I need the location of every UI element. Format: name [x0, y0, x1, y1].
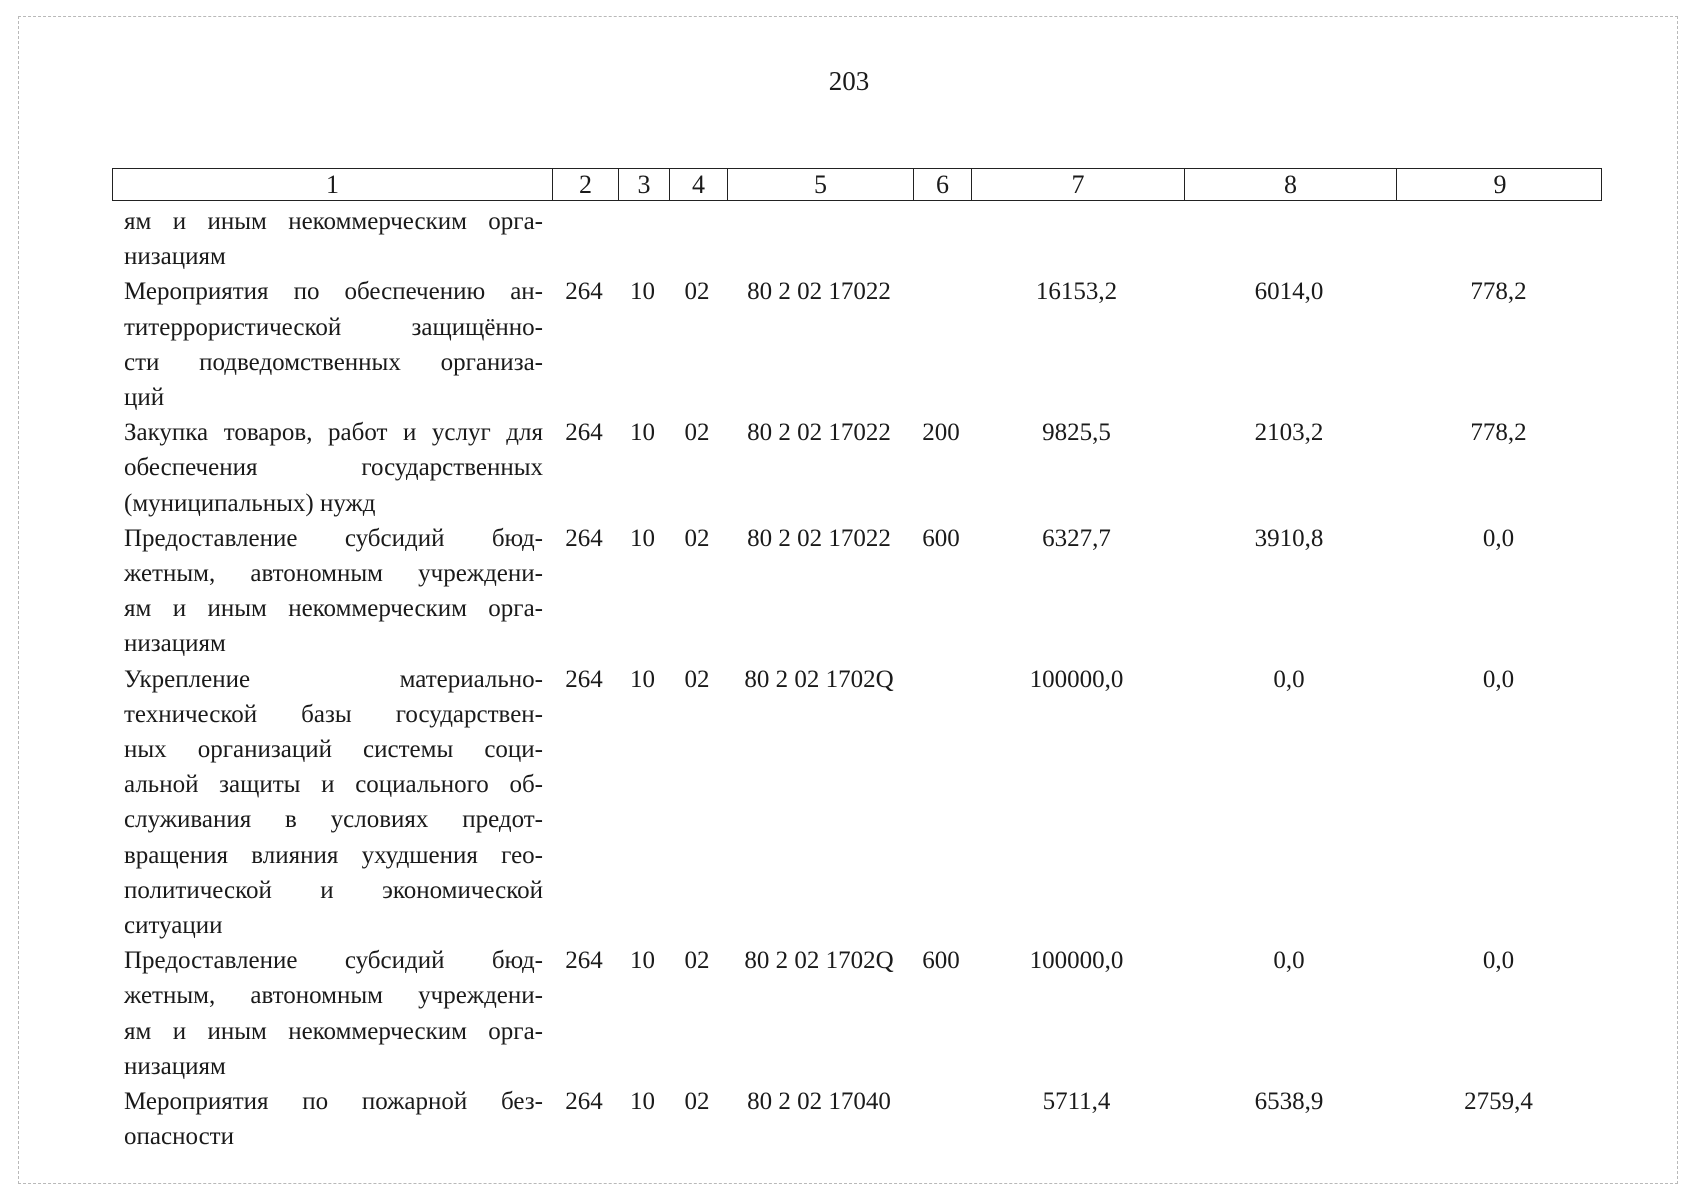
cell-col-2: 264 [565, 1088, 603, 1116]
row-name-line: Мероприятия по пожарной без- [124, 1088, 543, 1116]
cell-col-5 [726, 204, 912, 274]
cell-col-5: 80 2 02 1702Q [744, 947, 894, 975]
cell-col-3 [617, 204, 668, 274]
table-row [112, 204, 1602, 274]
row-name-line: опасности [124, 1123, 234, 1151]
cell-col-6 [912, 1084, 970, 1154]
cell-col-6: 200 [922, 419, 960, 447]
cell-col-9: 0,0 [1482, 947, 1515, 975]
row-name-line: Мероприятия по обеспечению ан- [124, 278, 543, 306]
table-body [112, 204, 1602, 1154]
cell-col-8: 6538,9 [1254, 1088, 1324, 1116]
cell-col-2: 264 [565, 278, 603, 306]
row-name [112, 521, 551, 662]
cell-col-5: 80 2 02 1702Q [744, 665, 894, 693]
cell-col-2: 264 [565, 665, 603, 693]
column-header-6: 6 [913, 169, 971, 200]
row-name-line: Закупка товаров, работ и услуг для [124, 419, 543, 447]
column-header-3: 3 [618, 169, 669, 200]
cell-col-9 [1395, 204, 1602, 274]
row-name-line: жетным, автономным учреждени- [124, 560, 543, 588]
row-name-line: Предоставление субсидий бюд- [124, 947, 543, 975]
row-name-line: низациям [124, 1052, 226, 1080]
row-name-line: Укрепление материально- [124, 665, 543, 693]
cell-col-6: 600 [922, 947, 960, 975]
cell-col-5: 80 2 02 17022 [747, 524, 891, 552]
cell-col-3: 10 [630, 1088, 655, 1116]
row-name-line: ных организаций системы соци- [124, 736, 543, 764]
row-name-line: ям и иным некоммерческим орга- [124, 1017, 543, 1045]
table-row [112, 662, 1602, 944]
cell-col-4: 02 [684, 524, 710, 552]
column-header-9: 9 [1396, 169, 1603, 200]
cell-col-3: 10 [630, 419, 655, 447]
table-row [112, 1084, 1602, 1154]
cell-col-7: 9825,5 [1042, 419, 1111, 447]
cell-col-4: 02 [684, 419, 710, 447]
row-name [112, 662, 551, 944]
column-header-1: 1 [326, 170, 339, 199]
cell-col-9: 0,0 [1482, 665, 1515, 693]
row-name-line: ситуации [124, 912, 223, 940]
row-name-line: ций [124, 384, 165, 412]
row-name [112, 1084, 551, 1154]
cell-col-3: 10 [630, 524, 655, 552]
row-name-line: жетным, автономным учреждени- [124, 982, 543, 1010]
cell-col-6 [912, 274, 970, 415]
page-number: 203 [828, 66, 870, 96]
cell-col-5: 80 2 02 17040 [747, 1088, 891, 1116]
cell-col-9: 778,2 [1470, 419, 1527, 447]
cell-col-9: 778,2 [1470, 278, 1527, 306]
cell-col-6: 600 [922, 524, 960, 552]
cell-col-4: 02 [684, 947, 710, 975]
cell-col-8: 0,0 [1273, 665, 1305, 693]
row-name-line: обеспечения государственных [124, 454, 543, 482]
column-header-7: 7 [971, 169, 1184, 200]
table-header [112, 168, 1602, 201]
cell-col-3: 10 [630, 278, 655, 306]
cell-col-3: 10 [630, 947, 655, 975]
cell-col-4: 02 [684, 665, 710, 693]
column-header-5: 5 [727, 169, 913, 200]
cell-col-2 [551, 204, 617, 274]
cell-col-4 [668, 204, 726, 274]
row-name-line: вращения влияния ухудшения гео- [124, 841, 543, 869]
table-row [112, 415, 1602, 521]
cell-col-8: 3910,8 [1254, 524, 1324, 552]
cell-col-7: 6327,7 [1042, 524, 1111, 552]
row-name-line: технической базы государствен- [124, 700, 543, 728]
row-name [112, 415, 551, 521]
column-header-2: 2 [552, 169, 618, 200]
cell-col-4: 02 [684, 278, 710, 306]
table-row [112, 274, 1602, 415]
cell-col-5: 80 2 02 17022 [747, 278, 891, 306]
row-name-line: сти подведомственных организа- [124, 348, 543, 376]
row-name-line: титеррористической защищённо- [124, 313, 543, 341]
cell-col-8: 0,0 [1273, 947, 1305, 975]
cell-col-3: 10 [630, 665, 655, 693]
cell-col-7: 100000,0 [1029, 947, 1124, 975]
row-name-line: служивания в условиях предот- [124, 806, 543, 834]
cell-col-6 [912, 204, 970, 274]
row-name-line: политической и экономической [124, 876, 543, 904]
row-name-line: (муниципальных) нужд [124, 489, 376, 517]
cell-col-4: 02 [684, 1088, 710, 1116]
cell-col-7: 5711,4 [1042, 1088, 1111, 1116]
table-row [112, 943, 1602, 1084]
cell-col-6 [912, 662, 970, 944]
row-name-line: Предоставление субсидий бюд- [124, 524, 543, 552]
column-header-4: 4 [669, 169, 727, 200]
row-name-line: альной защиты и социального об- [124, 771, 543, 799]
row-name [112, 274, 551, 415]
cell-col-5: 80 2 02 17022 [747, 419, 891, 447]
row-name-line: низациям [124, 630, 226, 658]
cell-col-8 [1183, 204, 1395, 274]
cell-col-7: 16153,2 [1035, 278, 1118, 306]
cell-col-2: 264 [565, 419, 603, 447]
cell-col-7: 100000,0 [1029, 665, 1124, 693]
table-row [112, 521, 1602, 662]
cell-col-9: 2759,4 [1464, 1088, 1533, 1116]
row-name [112, 204, 551, 274]
row-name [112, 943, 551, 1084]
row-name-line: ям и иным некоммерческим орга- [124, 208, 543, 235]
row-name-line: ям и иным некоммерческим орга- [124, 595, 543, 623]
cell-col-2: 264 [565, 524, 603, 552]
cell-col-2: 264 [565, 947, 603, 975]
column-header-8: 8 [1184, 169, 1396, 200]
row-name-line: низациям [124, 243, 226, 271]
cell-col-8: 2103,2 [1254, 419, 1324, 447]
cell-col-8: 6014,0 [1254, 278, 1324, 306]
cell-col-9: 0,0 [1482, 524, 1515, 552]
cell-col-7 [970, 204, 1183, 274]
